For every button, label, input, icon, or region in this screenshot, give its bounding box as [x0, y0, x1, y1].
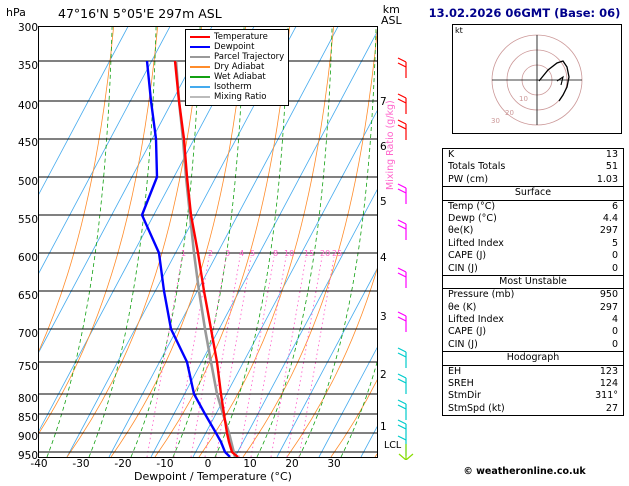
- row-value: 13: [605, 149, 618, 160]
- km-tick-2: 2: [380, 369, 387, 381]
- row-label: θe (K): [448, 301, 477, 313]
- legend-swatch-isotherm: [190, 86, 210, 88]
- row-label: Dewp (°C): [448, 212, 497, 224]
- table-row: [443, 238, 623, 250]
- wind-barb-cyan-group: [398, 348, 406, 456]
- mixing-ratio-axis-label: Mixing Ratio (g/kg): [385, 100, 396, 190]
- table-row: [443, 378, 623, 390]
- x-axis-title: Dewpoint / Temperature (°C): [134, 470, 292, 483]
- legend-label-dry-adiabat: Dry Adiabat: [214, 62, 265, 72]
- legend-item-dewpoint: [190, 42, 284, 52]
- table-row: [443, 213, 623, 225]
- row-label: K: [448, 149, 455, 160]
- mixlabel-1: 1: [181, 249, 187, 258]
- wind-barb-column: [396, 26, 420, 460]
- mixlabel-25: 25: [332, 249, 343, 258]
- row-value: 5: [611, 237, 618, 249]
- row-label: CIN (J): [448, 338, 478, 350]
- pressure-tick-850: 850: [17, 412, 38, 424]
- wind-barb: [398, 58, 406, 78]
- mixlabel-5: 5: [250, 249, 256, 258]
- row-value: 1.03: [596, 173, 618, 185]
- pressure-tick-400: 400: [17, 100, 38, 112]
- table-row: [443, 326, 623, 338]
- legend-label-mixing-ratio: Mixing Ratio: [214, 92, 267, 102]
- temp-tick--30: -30: [72, 458, 90, 470]
- legend-swatch-temperature: [190, 36, 210, 38]
- row-value: 0: [611, 262, 618, 274]
- table-row: [443, 302, 623, 314]
- table-row: [443, 174, 623, 186]
- row-value: 297: [599, 225, 618, 237]
- table-row: [443, 314, 623, 326]
- legend-item-isotherm: [190, 82, 284, 92]
- mixlabel-15: 15: [304, 249, 315, 258]
- wind-barb: [398, 120, 406, 140]
- row-value: 0: [611, 338, 618, 350]
- km-tick-3: 3: [380, 311, 387, 323]
- legend-swatch-dewpoint: [190, 46, 210, 48]
- legend-label-temperature: Temperature: [214, 32, 268, 42]
- wind-barb: [398, 400, 406, 420]
- row-label: PW (cm): [448, 173, 489, 185]
- pressure-tick-750: 750: [17, 361, 38, 373]
- row-value: 123: [599, 365, 618, 377]
- table-row: [443, 339, 623, 351]
- row-label: Temp (°C): [448, 200, 496, 212]
- forecast-date: 13.02.2026 06GMT (Base: 06): [428, 6, 621, 20]
- indices-table: [442, 148, 624, 416]
- legend-swatch-parcel: [190, 56, 210, 58]
- row-label: CIN (J): [448, 262, 478, 274]
- row-label: CAPE (J): [448, 250, 487, 262]
- wind-barb-red-group: [398, 58, 406, 140]
- mixlabel-2: 2: [208, 249, 214, 258]
- legend-item-wet-adiabat: [190, 72, 284, 82]
- row-label: Lifted Index: [448, 314, 504, 326]
- legend-item-dry-adiabat: [190, 62, 284, 72]
- mixlabel-20: 20: [320, 249, 331, 258]
- legend-label-isotherm: Isotherm: [214, 82, 252, 92]
- hodograph-unit-label: kt: [455, 26, 463, 35]
- info-panel: [420, 0, 629, 486]
- row-label: EH: [448, 365, 462, 377]
- pressure-tick-900: 900: [17, 431, 38, 443]
- temp-tick-0: 0: [204, 458, 212, 470]
- chart-legend: [185, 29, 289, 106]
- svg-text:20: 20: [505, 109, 514, 117]
- table-row: [443, 366, 623, 378]
- row-value: 4: [611, 314, 618, 326]
- row-label: Lifted Index: [448, 237, 504, 249]
- temp-tick--40: -40: [30, 458, 48, 470]
- pressure-tick-600: 600: [17, 252, 38, 264]
- row-label: StmSpd (kt): [448, 402, 505, 414]
- legend-label-wet-adiabat: Wet Adiabat: [214, 72, 266, 82]
- legend-swatch-dry-adiabat: [190, 66, 210, 68]
- station-title: 47°16'N 5°05'E 297m ASL: [58, 6, 222, 21]
- km-unit-label: km ASL: [381, 3, 402, 27]
- legend-swatch-mixing-ratio: [190, 96, 210, 98]
- row-value: 311°: [595, 390, 618, 402]
- row-value: 27: [605, 402, 618, 414]
- row-value: 124: [599, 378, 618, 390]
- km-tick-5: 5: [380, 196, 387, 208]
- row-label: θe(K): [448, 225, 474, 237]
- row-label: StmDir: [448, 390, 481, 402]
- hodograph-svg: [453, 25, 621, 133]
- table-row: [443, 149, 623, 161]
- wind-barb: [398, 312, 406, 332]
- row-label: CAPE (J): [448, 326, 487, 338]
- wind-barb: [398, 436, 406, 456]
- row-label: Totals Totals: [448, 161, 506, 173]
- km-tick-4: 4: [380, 252, 387, 264]
- table-row: [443, 225, 623, 237]
- wind-barb-green-group: [399, 444, 413, 460]
- km-tick-7: 7: [380, 96, 387, 108]
- table-row: [443, 263, 623, 275]
- row-value: 950: [599, 289, 618, 301]
- pressure-tick-450: 450: [17, 137, 38, 149]
- pressure-tick-500: 500: [17, 176, 38, 188]
- temp-tick-10: 10: [243, 458, 257, 470]
- wind-barb-magenta-group: [398, 184, 406, 332]
- table-row: [443, 289, 623, 301]
- pressure-unit-label: hPa: [6, 6, 26, 19]
- pressure-tick-300: 300: [17, 22, 38, 34]
- mixlabel-3: 3: [225, 249, 231, 258]
- row-value: 51: [605, 161, 618, 173]
- pressure-tick-550: 550: [17, 214, 38, 226]
- svg-text:10: 10: [519, 95, 528, 103]
- svg-text:30: 30: [491, 117, 500, 125]
- row-value: 6: [611, 200, 618, 212]
- table-row: [443, 250, 623, 262]
- temp-tick-30: 30: [327, 458, 341, 470]
- wind-barb: [398, 184, 406, 204]
- legend-label-dewpoint: Dewpoint: [214, 42, 255, 52]
- temp-tick-20: 20: [285, 458, 299, 470]
- row-value: 0: [611, 250, 618, 262]
- legend-swatch-wet-adiabat: [190, 76, 210, 78]
- km-tick-6: 6: [380, 141, 387, 153]
- legend-item-temperature: [190, 32, 284, 42]
- table-row: [443, 161, 623, 173]
- mixlabel-8: 8: [273, 249, 279, 258]
- hodograph-trace: [539, 61, 569, 101]
- pressure-tick-650: 650: [17, 290, 38, 302]
- section-heading-most-unstable: Most Unstable: [443, 275, 623, 289]
- row-label: SREH: [448, 378, 474, 390]
- hodograph-arrow: [557, 77, 563, 85]
- km-tick-1: 1: [380, 421, 387, 433]
- row-value: 4.4: [602, 212, 618, 224]
- lcl-label: LCL: [384, 440, 402, 451]
- section-heading-hodograph: Hodograph: [443, 351, 623, 365]
- wind-barb: [398, 348, 406, 368]
- temp-tick--20: -20: [114, 458, 132, 470]
- temperature-line: [175, 61, 238, 457]
- row-label: Pressure (mb): [448, 289, 515, 301]
- pressure-tick-700: 700: [17, 328, 38, 340]
- temp-tick--10: -10: [156, 458, 174, 470]
- legend-label-parcel: Parcel Trajectory: [214, 52, 285, 62]
- mixlabel-4: 4: [239, 249, 245, 258]
- table-row: [443, 201, 623, 213]
- section-heading-surface: Surface: [443, 186, 623, 200]
- mixlabel-10: 10: [284, 249, 295, 258]
- pressure-tick-950: 950: [17, 450, 38, 462]
- wind-barb: [398, 220, 406, 240]
- row-value: 297: [599, 301, 618, 313]
- wind-barb: [398, 374, 406, 394]
- table-row: [443, 390, 623, 402]
- table-row: [443, 403, 623, 415]
- row-value: 0: [611, 326, 618, 338]
- wind-barb: [398, 268, 406, 288]
- pressure-tick-350: 350: [17, 60, 38, 72]
- legend-item-mixing-ratio: [190, 92, 284, 102]
- legend-item-parcel: [190, 52, 284, 62]
- hodograph: [452, 24, 622, 134]
- copyright-credit: © weatheronline.co.uk: [463, 466, 586, 477]
- wind-barb: [399, 444, 413, 460]
- wind-barb: [398, 94, 406, 114]
- pressure-tick-800: 800: [17, 393, 38, 405]
